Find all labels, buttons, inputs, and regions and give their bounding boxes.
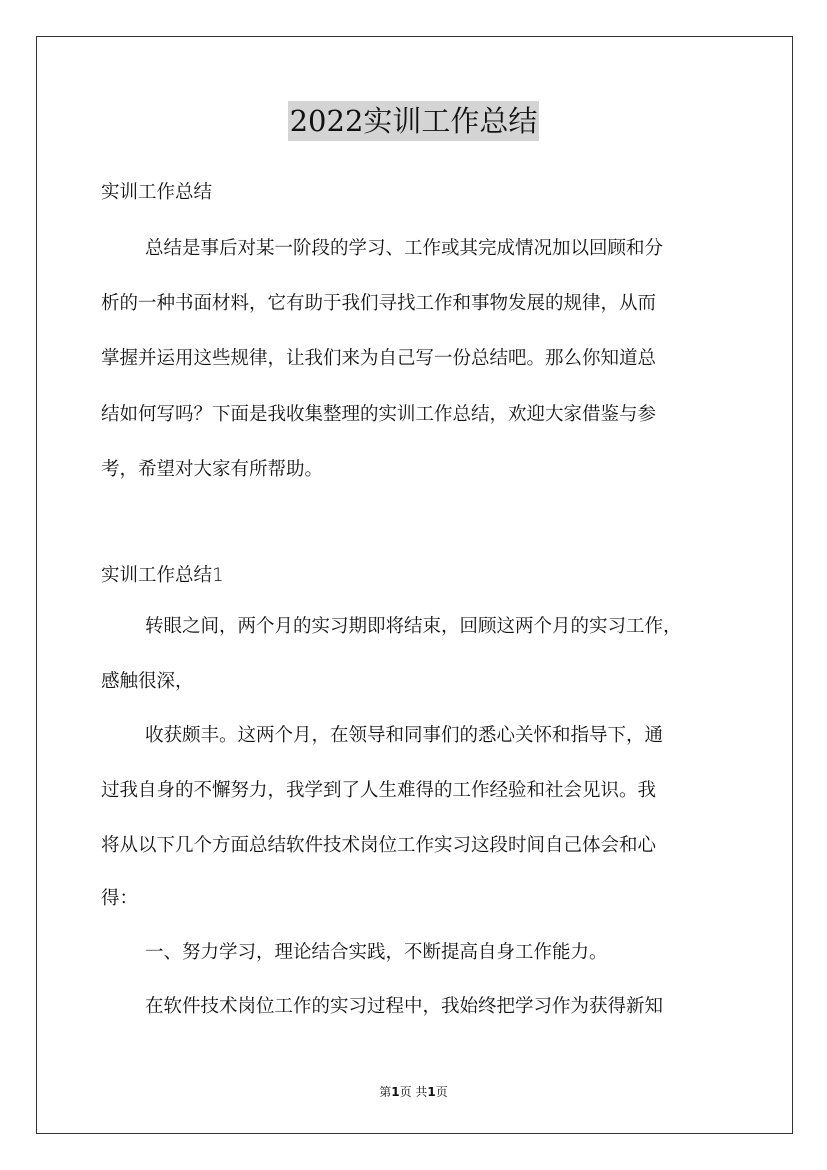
paragraph-line: 一、努力学习，理论结合实践，不断提高自身工作能力。 xyxy=(145,942,608,963)
paragraph-line: 收获颇丰。这两个月，在领导和同事们的悉心关怀和指导下，通 xyxy=(145,725,664,746)
paragraph-line: 总结是事后对某一阶段的学习、工作或其完成情况加以回顾和分 xyxy=(145,238,664,259)
paragraph-line: 感触很深， xyxy=(101,671,194,692)
paragraph-line: 析的一种书面材料，它有助于我们寻找工作和事物发展的规律，从而 xyxy=(101,293,657,314)
paragraph-line: 结如何写吗？下面是我收集整理的实训工作总结，欢迎大家借鉴与参 xyxy=(101,404,657,425)
paragraph-line: 转眼之间，两个月的实习期即将结束，回顾这两个月的实习工作， xyxy=(145,616,682,637)
paragraph-line: 在软件技术岗位工作的实习过程中，我始终把学习作为获得新知 xyxy=(145,996,664,1017)
footer-suffix: 页 xyxy=(435,1085,448,1099)
paragraph-line: 掌握并运用这些规律，让我们来为自己写一份总结吧。那么你知道总 xyxy=(101,348,657,369)
document-title: 2022实训工作总结 xyxy=(288,101,540,141)
section-heading: 实训工作总结 xyxy=(101,182,213,203)
paragraph-line: 得： xyxy=(101,888,139,909)
footer-prefix: 第 xyxy=(379,1085,392,1099)
paragraph-line: 过我自身的不懈努力，我学到了人生难得的工作经验和社会见识。我 xyxy=(101,780,657,801)
section-heading: 实训工作总结1 xyxy=(101,565,224,586)
paragraph-line: 考，希望对大家有所帮助。 xyxy=(101,459,324,480)
footer-mid: 页 共 xyxy=(399,1085,428,1099)
paragraph-line: 将从以下几个方面总结软件技术岗位工作实习这段时间自己体会和心 xyxy=(101,835,657,856)
title-container xyxy=(0,101,827,141)
footer-page-total: 1 xyxy=(427,1085,436,1099)
page-footer xyxy=(0,1083,827,1100)
footer-page-current: 1 xyxy=(391,1085,400,1099)
